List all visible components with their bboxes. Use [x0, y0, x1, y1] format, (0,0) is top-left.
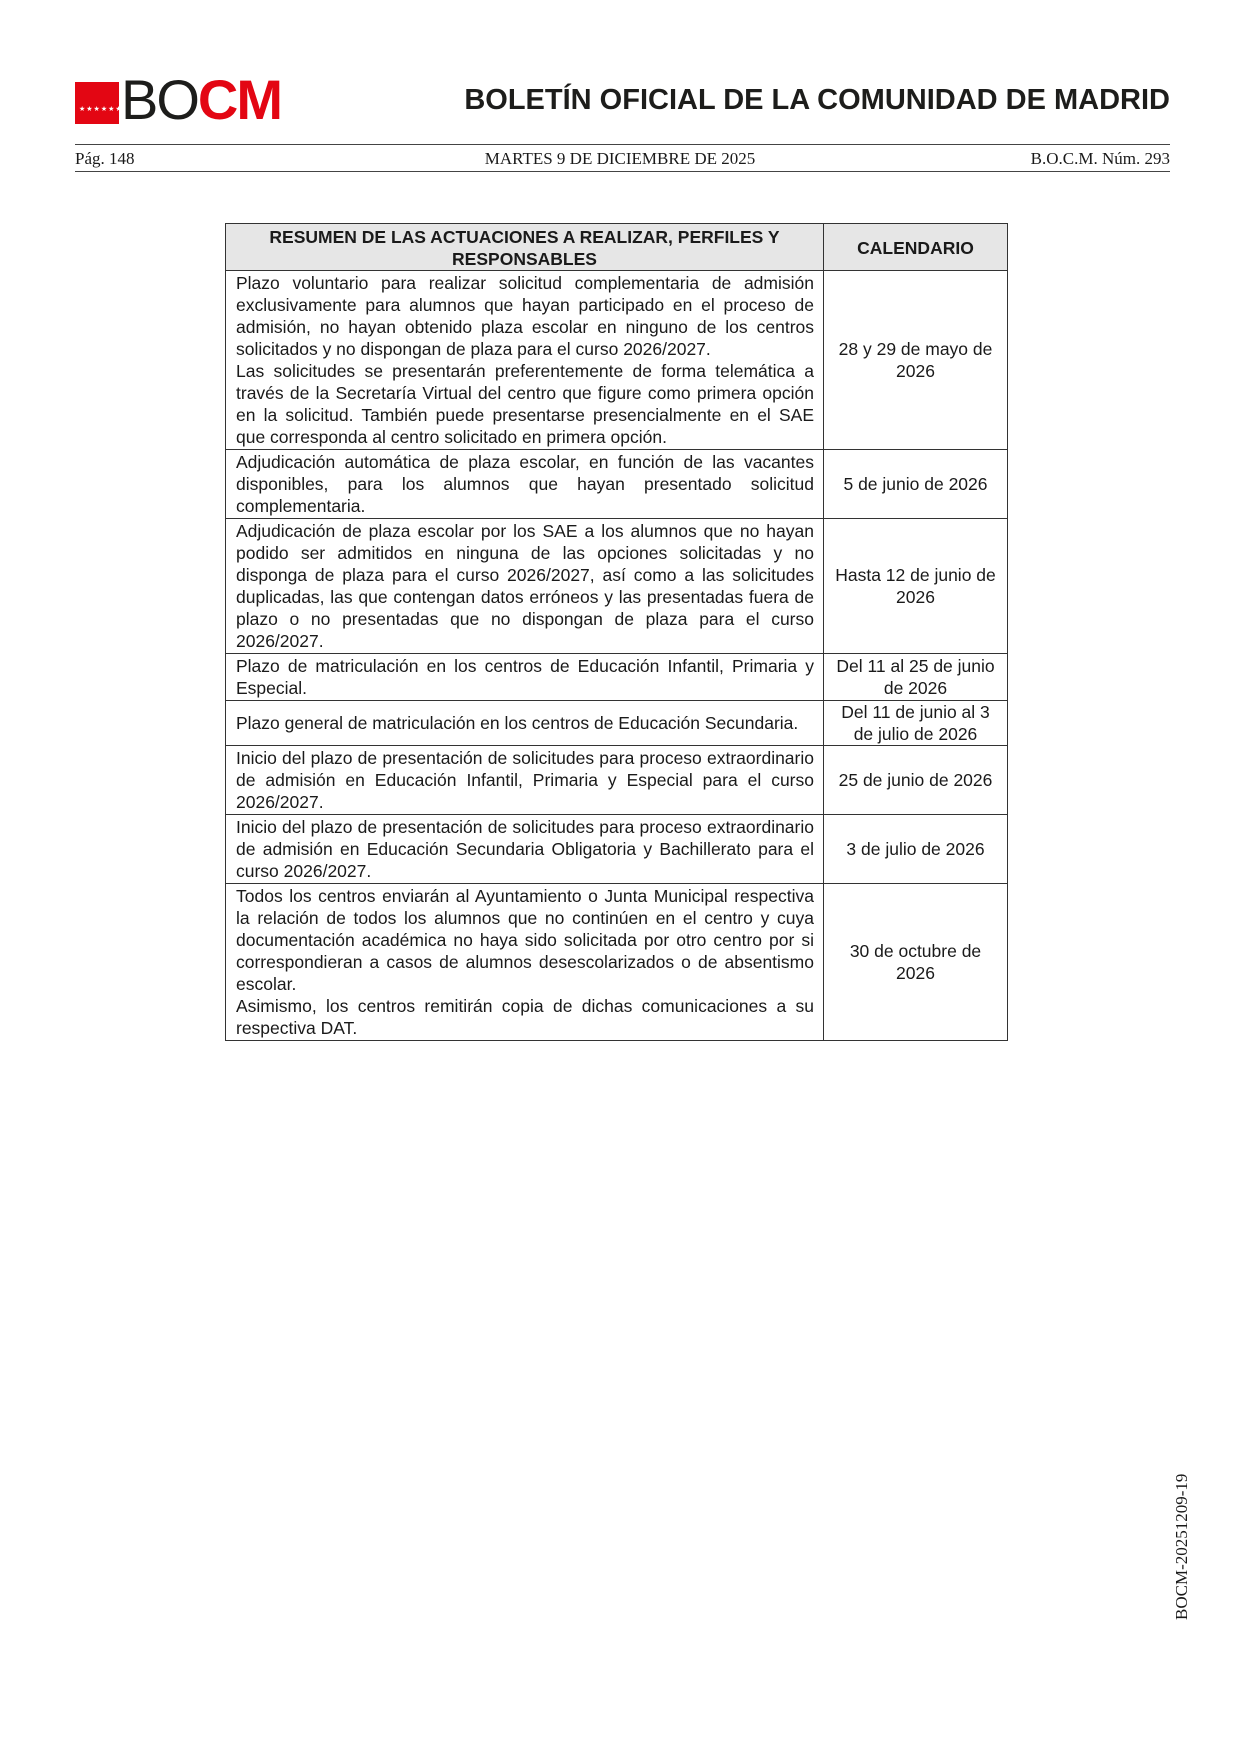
- issue-number: B.O.C.M. Núm. 293: [1030, 149, 1170, 168]
- table-row: [226, 884, 1008, 1041]
- row-date: Hasta 12 de junio de 2026: [824, 519, 1008, 654]
- logo-text-bo: BO: [121, 68, 198, 131]
- table-row: [226, 746, 1008, 815]
- table-header-row: [226, 224, 1008, 271]
- row-text: Plazo voluntario para realizar solicitud complementaria de admisión exclusivamente para alumnos que hayan participado en el proceso de admisión, no hayan obtenido plaza escolar en ninguno de los centros solicitados y no dispongan de plaza para el curso 2026/2027.: [236, 273, 814, 359]
- header-rule-top: [75, 144, 1170, 145]
- row-date: 25 de junio de 2026: [824, 746, 1008, 815]
- logo-stars: ★★★★★★★: [79, 105, 130, 113]
- publication-date: MARTES 9 DE DICIEMBRE DE 2025: [484, 149, 756, 168]
- page-number: Pág. 148: [75, 149, 135, 168]
- logo-text-cm: CM: [197, 68, 282, 131]
- row-text: Adjudicación automática de plaza escolar, en función de las vacantes disponibles, para los alumnos que hayan presentado solicitud complementaria.: [236, 452, 814, 516]
- row-text: Todos los centros enviarán al Ayuntamiento o Junta Municipal respectiva la relación de todos los alumnos que no continúen en el centro y cuya documentación académica no haya sido solicitada por otro centro por si correspondieran a casos de alumnos desescolarizados o de absentismo escolar.: [236, 886, 814, 994]
- table-row: [226, 271, 1008, 450]
- row-text: Adjudicación de plaza escolar por los SAE a los alumnos que no hayan podido ser admitidos en ninguna de las opciones solicitadas y no disponga de plaza para el curso 2026/2027, así como a las solicitudes duplicadas, las que contengan datos erróneos y las presentadas fuera de plazo o no presentadas que no dispongan de plaza para el curso 2026/2027.: [236, 521, 814, 651]
- row-date: Del 11 al 25 de junio de 2026: [824, 654, 1008, 701]
- row-text: Asimismo, los centros remitirán copia de dichas comunicaciones a su respectiva DAT.: [236, 996, 814, 1038]
- document-code: BOCM-20251209-19: [1172, 1473, 1191, 1620]
- row-date: 3 de julio de 2026: [824, 815, 1008, 884]
- summary-table: [225, 223, 1008, 1041]
- row-text: Las solicitudes se presentarán preferentemente de forma telemática a través de la Secretaría Virtual del centro que figure como primera opción en la solicitud. También puede presentarse presencialmente en el SAE que corresponda al centro solicitado en primera opción.: [236, 361, 814, 447]
- row-description: [226, 450, 824, 519]
- table-row: [226, 450, 1008, 519]
- row-text: Inicio del plazo de presentación de solicitudes para proceso extraordinario de admisión en Educación Secundaria Obligatoria y Bachillerato para el curso 2026/2027.: [236, 817, 814, 881]
- row-date: Del 11 de junio al 3 de julio de 2026: [824, 701, 1008, 746]
- row-text: Plazo de matriculación en los centros de Educación Infantil, Primaria y Especial.: [236, 656, 814, 698]
- row-date: 5 de junio de 2026: [824, 450, 1008, 519]
- row-text: Inicio del plazo de presentación de solicitudes para proceso extraordinario de admisión en Educación Infantil, Primaria y Especial para el curso 2026/2027.: [236, 748, 814, 812]
- row-description: [226, 519, 824, 654]
- table-row: [226, 519, 1008, 654]
- row-description: [226, 884, 824, 1041]
- page-header: [75, 68, 1170, 131]
- madrid-flag-icon: [75, 82, 130, 124]
- row-description: [226, 701, 824, 746]
- bulletin-title: BOLETÍN OFICIAL DE LA COMUNIDAD DE MADRID: [464, 84, 1170, 116]
- table-row: [226, 815, 1008, 884]
- header-description: RESUMEN DE LAS ACTUACIONES A REALIZAR, PERFILES Y RESPONSABLES: [226, 224, 824, 271]
- row-date: 30 de octubre de 2026: [824, 884, 1008, 1041]
- header-rule-bottom: [75, 171, 1170, 172]
- row-description: [226, 815, 824, 884]
- row-date: 28 y 29 de mayo de 2026: [824, 271, 1008, 450]
- row-text: Plazo general de matriculación en los centros de Educación Secundaria.: [236, 713, 799, 733]
- table-row: [226, 701, 1008, 746]
- table-row: [226, 654, 1008, 701]
- header-calendar: CALENDARIO: [824, 224, 1008, 271]
- row-description: [226, 654, 824, 701]
- row-description: [226, 271, 824, 450]
- row-description: [226, 746, 824, 815]
